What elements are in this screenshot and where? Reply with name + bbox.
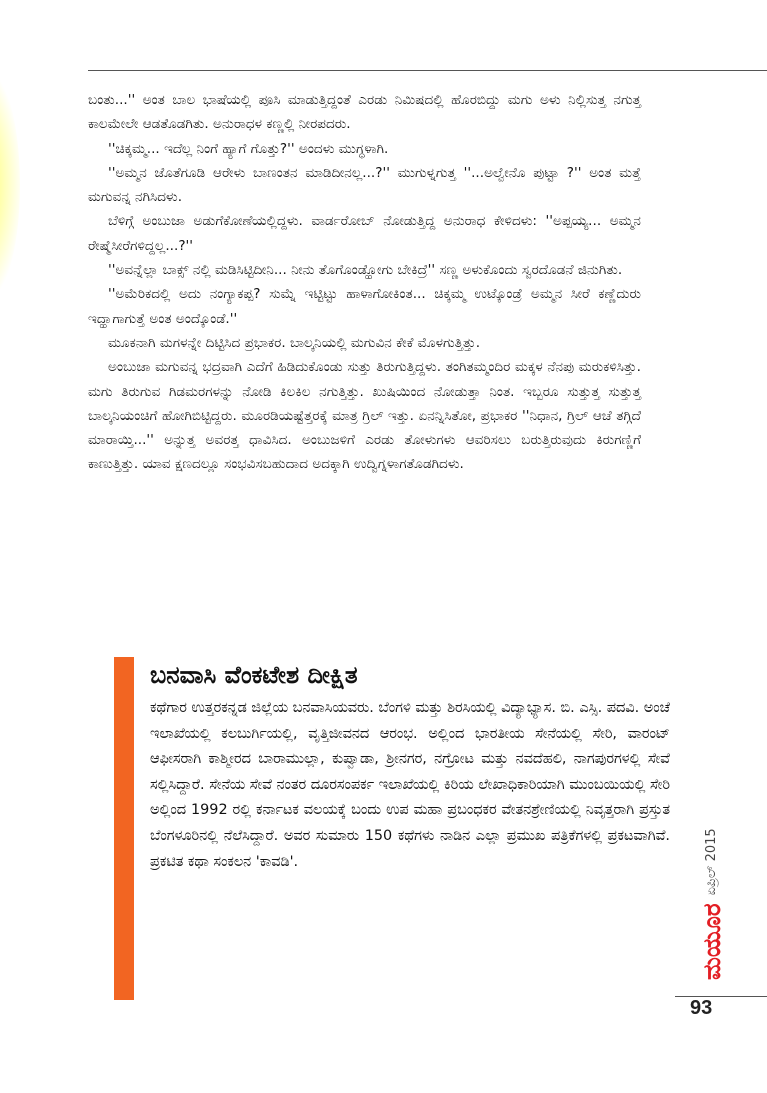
story-paragraph: ''ಅಮ್ಮನ ಜೊತೆಗೂಡಿ ಆರೇಳು ಬಾಣಂತನ ಮಾಡಿದೀನಲ್ಲ...?'' ಮುಗುಳ್ನಗುತ್ತ ''...ಅಲ್ವೇನೊ ಪುಟ್ಟಾ ?'' ಅಂತ ಮತ್ತೆ ಮಗುವನ್ನ ನಗಿಸಿದಳು. bbox=[88, 164, 641, 206]
story-paragraph: ಅಂಬುಜಾ ಮಗುವನ್ನ ಭದ್ರವಾಗಿ ಎದೆಗೆ ಹಿಡಿದುಕೊಂಡು ಸುತ್ತು ತಿರುಗುತ್ತಿದ್ದಳು. ತಂಗಿತಮ್ಮಂದಿರ ಮಕ್ಕಳ ನೆನಪು ಮರುಕಳಿಸಿತ್ತು. ಮಗು ತಿರುಗುವ ಗಿಡಮರಗಳನ್ನು ನೋಡಿ ಕಿಲಕಿಲ ನಗುತ್ತಿತ್ತು. ಖುಷಿಯಿಂದ ನೋಡುತ್ತಾ ನಿಂತ. ಇಬ್ಬರೂ ಸುತ್ತುತ್ತ ಸುತ್ತುತ್ತ ಬಾಲ್ಕನಿಯಂಚಿಗೆ ಹೋಗಿಬಿಟ್ಟಿದ್ದರು. ಮೂರಡಿಯಷ್ಟೆತ್ತರಕ್ಕೆ ಮಾತ್ರ ಗ್ರಿಲ್ ಇತ್ತು. ಏನನ್ನಿಸಿತೋ, ಪ್ರಭಾಕರ ''ನಿಧಾನ, ಗ್ರಿಲ್ ಆಚೆ ತಗ್ಗಿದೆ ಮಾರಾಯ್ತಿ...'' ಅನ್ನುತ್ತ ಅವರತ್ತ ಧಾವಿಸಿದ. ಅಂಬುಜಳಿಗೆ ಎರಡು ತೋಳುಗಳು ಆವರಿಸಲು ಬರುತ್ತಿರುವುದು ಕಿರುಗಣ್ಣಿಗೆ ಕಾಣುತ್ತಿತ್ತು. ಯಾವ ಕ್ಷಣದಲ್ಲೂ ಸಂಭವಿಸಬಹುದಾದ ಅದಕ್ಕಾಗಿ ಉದ್ವಿಗ್ನಳಾಗತೊಡಗಿದಳು. bbox=[88, 359, 641, 473]
author-bio bbox=[150, 658, 670, 875]
story-paragraph: ''ಅಮೆರಿಕದಲ್ಲಿ ಅದು ನಂಗ್ಯಾಕಪ್ಪ? ಸುಮ್ನೆ ಇಟ್ಟಿಟ್ಟು ಹಾಳಾಗೋಕಿಂತ... ಚಿಕ್ಕಮ್ಮ ಉಟ್ಕೊಂಡ್ರೆ ಅಮ್ಮನ ಸೀರೆ ಕಣ್ಣೆದುರು ಇದ್ಹಾಗಾಗುತ್ತೆ ಅಂತ ಅಂದ್ಕೊಂಡೆ.'' bbox=[88, 286, 641, 327]
decorative-glow bbox=[0, 60, 20, 310]
page-number: 93 bbox=[690, 997, 713, 1019]
author-bio-text: ಕಥೆಗಾರ ಉತ್ತರಕನ್ನಡ ಜಿಲ್ಲೆಯ ಬನವಾಸಿಯವರು. ಬೆಂಗಳಿ ಮತ್ತು ಶಿರಸಿಯಲ್ಲಿ ವಿದ್ಯಾಭ್ಯಾಸ. ಬಿ. ಎಸ್ಸಿ. ಪದವಿ. ಅಂಚೆ ಇಲಾಖೆಯಲ್ಲಿ ಕಲಬುರ್ಗಿಯಲ್ಲಿ, ವೃತ್ತಿಜೀವನದ ಆರಂಭ. ಅಲ್ಲಿಂದ ಭಾರತೀಯ ಸೇನೆಯಲ್ಲಿ ಸೇರಿ, ವಾರಂಟ್ ಆಫೀಸರಾಗಿ ಕಾಶ್ಮೀರದ ಬಾರಾಮುಲ್ಲಾ, ಕುಪ್ವಾಡಾ, ಶ್ರೀನಗರ, ನಗ್ರೋಟ ಮತ್ತು ನವದೆಹಲಿ, ನಾಗಪುರಗಳಲ್ಲಿ ಸೇವೆ ಸಲ್ಲಿಸಿದ್ದಾರೆ. ಸೇನೆಯ ಸೇವೆ ನಂತರ ದೂರಸಂಪರ್ಕ ಇಲಾಖೆಯಲ್ಲಿ ಕಿರಿಯ ಲೇಖಾಧಿಕಾರಿಯಾಗಿ ಮುಂಬಯಿಯಲ್ಲಿ ಸೇರಿ ಅಲ್ಲಿಂದ 1992 ರಲ್ಲಿ ಕರ್ನಾಟಕ ವಲಯಕ್ಕೆ ಬಂದು ಉಪ ಮಹಾ ಪ್ರಬಂಧಕರ ವೇತನಶ್ರೇಣಿಯಲ್ಲಿ ನಿವೃತ್ತರಾಗಿ ಪ್ರಸ್ತುತ ಬೆಂಗಳೂರಿನಲ್ಲಿ ನೆಲೆಸಿದ್ದಾರೆ. ಅವರ ಸುಮಾರು 150 ಕಥೆಗಳು ನಾಡಿನ ಎಲ್ಲಾ ಪ್ರಮುಖ ಪತ್ರಿಕೆಗಳಲ್ಲಿ ಪ್ರಕಟವಾಗಿವೆ. ಪ್ರಕಟಿತ ಕಥಾ ಸಂಕಲನ 'ಕಾವಡಿ'. bbox=[150, 700, 670, 870]
footer-rule bbox=[675, 996, 767, 997]
magazine-logo: ಮಯೂರ bbox=[698, 903, 726, 980]
bio-accent-bar bbox=[114, 657, 134, 1000]
story-text bbox=[88, 88, 641, 477]
story-paragraph: ಬೆಳಿಗ್ಗೆ ಅಂಬುಜಾ ಅಡುಗೆಕೋಣೆಯಲ್ಲಿದ್ದಳು. ವಾರ್ಡರೋಬ್ ನೋಡುತ್ತಿದ್ದ ಅನುರಾಧ ಕೇಳಿದಳು: ''ಅಪ್ಪಯ್ಯ... ಅಮ್ಮನ ರೇಷ್ಮೆಸೀರೆಗಳಿದ್ದಲ್ಲ...?'' bbox=[88, 213, 641, 254]
story-paragraph: ''ಚಿಕ್ಕಮ್ಮ... ಇದೆಲ್ಲ ನಿಂಗೆ ಹ್ಯಾಗೆ ಗೊತ್ತು?'' ಅಂದಳು ಮುಗ್ಧಳಾಗಿ. bbox=[108, 140, 389, 157]
story-paragraph: ಬಂತು...'' ಅಂತ ಬಾಲ ಭಾಷೆಯಲ್ಲಿ ಪೂಸಿ ಮಾಡುತ್ತಿದ್ದಂತೆ ಎರಡು ನಿಮಿಷದಲ್ಲಿ ಹೊರಬಿದ್ದು ಮಗು ಅಳು ನಿಲ್ಲಿಸುತ್ತ ನಗುತ್ತ ಕಾಲಮೇಲೇ ಆಡತೊಡಗಿತು. ಅನುರಾಧಳ ಕಣ್ಣಲ್ಲಿ ನೀರಪದರು. bbox=[88, 92, 641, 133]
story-paragraph: ''ಅವನ್ನೆಲ್ಲಾ ಬಾಕ್ಸ್ ನಲ್ಲಿ ಮಡಿಸಿಟ್ಟಿದೀನಿ... ನೀನು ತೊಗೊಂಡ್ಹೋಗು ಬೇಕಿದ್ರೆ'' ಸಣ್ಣ ಅಳುಕೊಂದು ಸ್ವರದೊಡನೆ ಜಿನುಗಿತು. bbox=[108, 262, 623, 279]
magazine-side-label bbox=[680, 800, 726, 980]
author-name: ಬನವಾಸಿ ವೆಂಕಟೇಶ ದೀಕ್ಷಿತ bbox=[150, 661, 358, 689]
top-rule bbox=[88, 70, 767, 71]
story-paragraph: ಮೂಕನಾಗಿ ಮಗಳನ್ನೇ ದಿಟ್ಟಿಸಿದ ಪ್ರಭಾಕರ. ಬಾಲ್ಕನಿಯಲ್ಲಿ ಮಗುವಿನ ಕೇಕೆ ಮೊಳಗುತ್ತಿತ್ತು. bbox=[108, 334, 481, 351]
issue-month: ಏಪ್ರಿಲ್ 2015 bbox=[704, 828, 719, 896]
